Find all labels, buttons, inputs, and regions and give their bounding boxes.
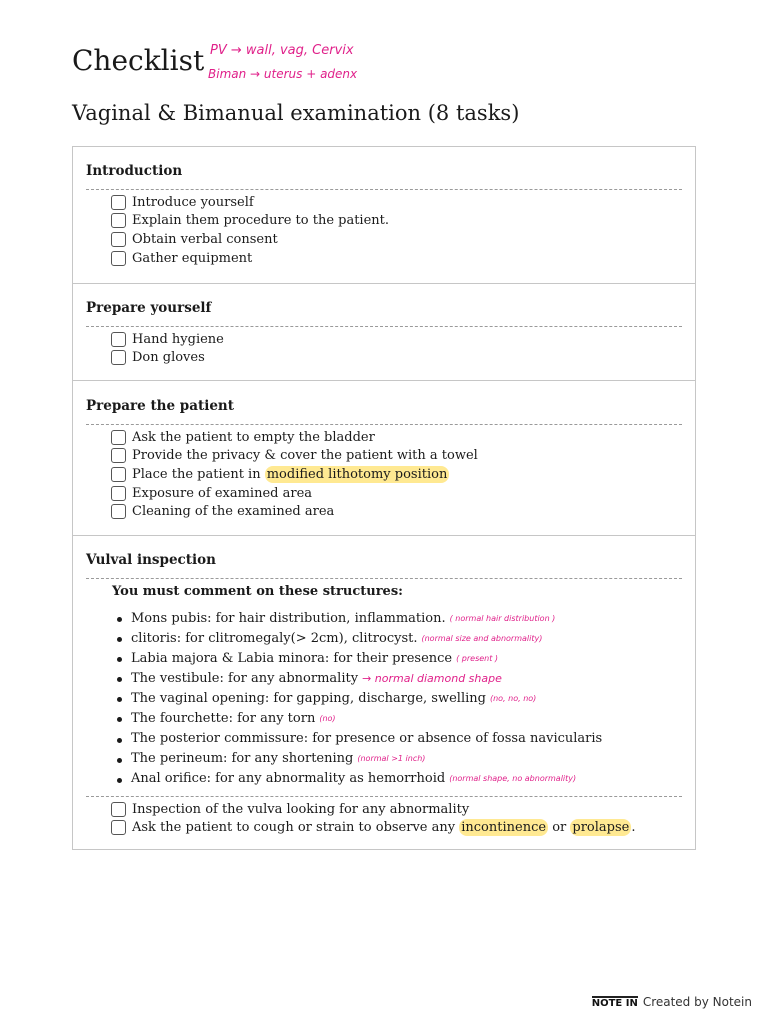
section-introduction	[73, 147, 695, 283]
task-item	[111, 819, 636, 838]
task-label: Exposure of examined area	[132, 485, 313, 501]
task-checkbox[interactable]	[111, 820, 126, 835]
task-label: Hand hygiene	[132, 331, 224, 347]
section-title: Vulval inspection	[86, 552, 216, 568]
task-label-text: or	[552, 820, 567, 836]
task-item	[111, 800, 636, 819]
checklist-subtitle: Vaginal & Bimanual examination (8 tasks)	[72, 101, 520, 125]
task-checkbox[interactable]	[111, 213, 126, 228]
section-divider	[86, 796, 682, 797]
list-item	[117, 769, 606, 789]
task-item	[111, 349, 224, 368]
task-list	[111, 330, 224, 367]
section-prepare-patient	[73, 380, 695, 535]
task-item	[111, 447, 478, 466]
task-list	[111, 428, 478, 521]
task-label: Cleaning of the examined area	[132, 504, 335, 520]
task-label: Provide the privacy & cover the patient with a towel	[132, 448, 478, 464]
handwritten-note: (normal size and abnormality)	[421, 633, 543, 643]
highlighted-text: modified lithotomy position	[266, 466, 448, 482]
footer	[592, 995, 752, 1009]
task-item	[111, 484, 478, 503]
handwritten-note: → normal diamond shape	[362, 671, 502, 685]
task-label: Introduce yourself	[132, 194, 254, 210]
task-label-text: Place the patient in	[132, 466, 261, 482]
task-item	[111, 428, 478, 447]
task-label-text: Ask the patient to cough or strain to observe any	[132, 820, 456, 836]
handwritten-note: (normal >1 inch)	[357, 754, 426, 764]
list-item-text: The fourchette: for any torn	[131, 711, 316, 727]
list-item-text: The vestibule: for any abnormality	[131, 670, 359, 686]
task-checkbox[interactable]	[111, 430, 126, 445]
list-item	[117, 749, 606, 769]
task-label-text: .	[631, 820, 636, 836]
section-divider	[86, 189, 682, 190]
list-item-text: clitoris: for clitromegaly(> 2cm), clitrocyst.	[131, 630, 418, 646]
handwritten-note: (no)	[319, 714, 336, 724]
task-checkbox[interactable]	[111, 448, 126, 463]
section-divider	[86, 326, 682, 327]
handwritten-note: ( normal hair distribution )	[449, 613, 556, 623]
section-divider	[86, 578, 682, 579]
task-item	[111, 502, 478, 521]
list-item-text: The perineum: for any shortening	[131, 751, 354, 767]
task-item	[111, 465, 478, 484]
task-checkbox[interactable]	[111, 232, 126, 247]
task-checkbox[interactable]	[111, 504, 126, 519]
handwritten-note: (no, no, no)	[489, 693, 537, 703]
list-item	[117, 729, 606, 749]
checklist-card	[72, 146, 696, 850]
task-checkbox[interactable]	[111, 467, 126, 482]
list-item-text: The posterior commissure: for presence or absence of fossa navicularis	[131, 731, 603, 747]
task-item	[111, 230, 389, 249]
section-divider	[86, 424, 682, 425]
task-label	[132, 467, 449, 482]
list-item	[117, 608, 606, 628]
task-checkbox[interactable]	[111, 350, 126, 365]
list-item	[117, 688, 606, 708]
task-label: Inspection of the vulva looking for any abnormality	[132, 801, 470, 817]
instruction-text: You must comment on these structures:	[112, 584, 403, 599]
highlighted-text: prolapse	[572, 820, 630, 836]
task-label: Obtain verbal consent	[132, 231, 278, 247]
section-vulval-inspection	[73, 535, 695, 849]
task-list	[111, 193, 389, 267]
section-title: Introduction	[86, 163, 183, 179]
list-item	[117, 628, 606, 648]
task-label: Don gloves	[132, 350, 205, 366]
list-item-text: The vaginal opening: for gapping, discharge, swelling	[131, 690, 486, 706]
list-item	[117, 668, 606, 688]
task-label	[132, 820, 636, 835]
notein-logo-icon: NOTE IN	[591, 997, 638, 1009]
task-label: Ask the patient to empty the bladder	[132, 429, 375, 445]
handwritten-note: ( present )	[456, 653, 499, 663]
task-item	[111, 330, 224, 349]
highlighted-text: incontinence	[461, 820, 547, 836]
list-item-text: Anal orifice: for any abnormality as hemorrhoid	[131, 771, 446, 787]
list-item	[117, 708, 606, 728]
task-label: Explain them procedure to the patient.	[132, 213, 390, 229]
task-item	[111, 193, 389, 212]
section-title: Prepare the patient	[86, 398, 234, 414]
handwritten-note: Biman → uterus + adenx	[208, 67, 358, 81]
task-label: Gather equipment	[132, 250, 253, 266]
task-item	[111, 249, 389, 268]
page-title: Checklist	[72, 44, 205, 77]
task-checkbox[interactable]	[111, 486, 126, 501]
task-checkbox[interactable]	[111, 332, 126, 347]
task-checkbox[interactable]	[111, 251, 126, 266]
list-item-text: Labia majora & Labia minora: for their presence	[131, 650, 453, 666]
handwritden-note: (normal shape, no abnormality)	[449, 774, 577, 784]
section-title: Prepare yourself	[86, 300, 212, 316]
handwritten-note: PV → wall, vag, Cervix	[210, 43, 354, 58]
footer-credit: Created by Notein	[642, 995, 752, 1009]
section-prepare-yourself	[73, 283, 695, 380]
list-item-text: Mons pubis: for hair distribution, inflammation.	[131, 610, 446, 626]
task-checkbox[interactable]	[111, 802, 126, 817]
task-item	[111, 212, 389, 231]
structure-list	[117, 608, 606, 789]
task-checkbox[interactable]	[111, 195, 126, 210]
list-item	[117, 648, 606, 668]
task-list	[111, 800, 636, 837]
